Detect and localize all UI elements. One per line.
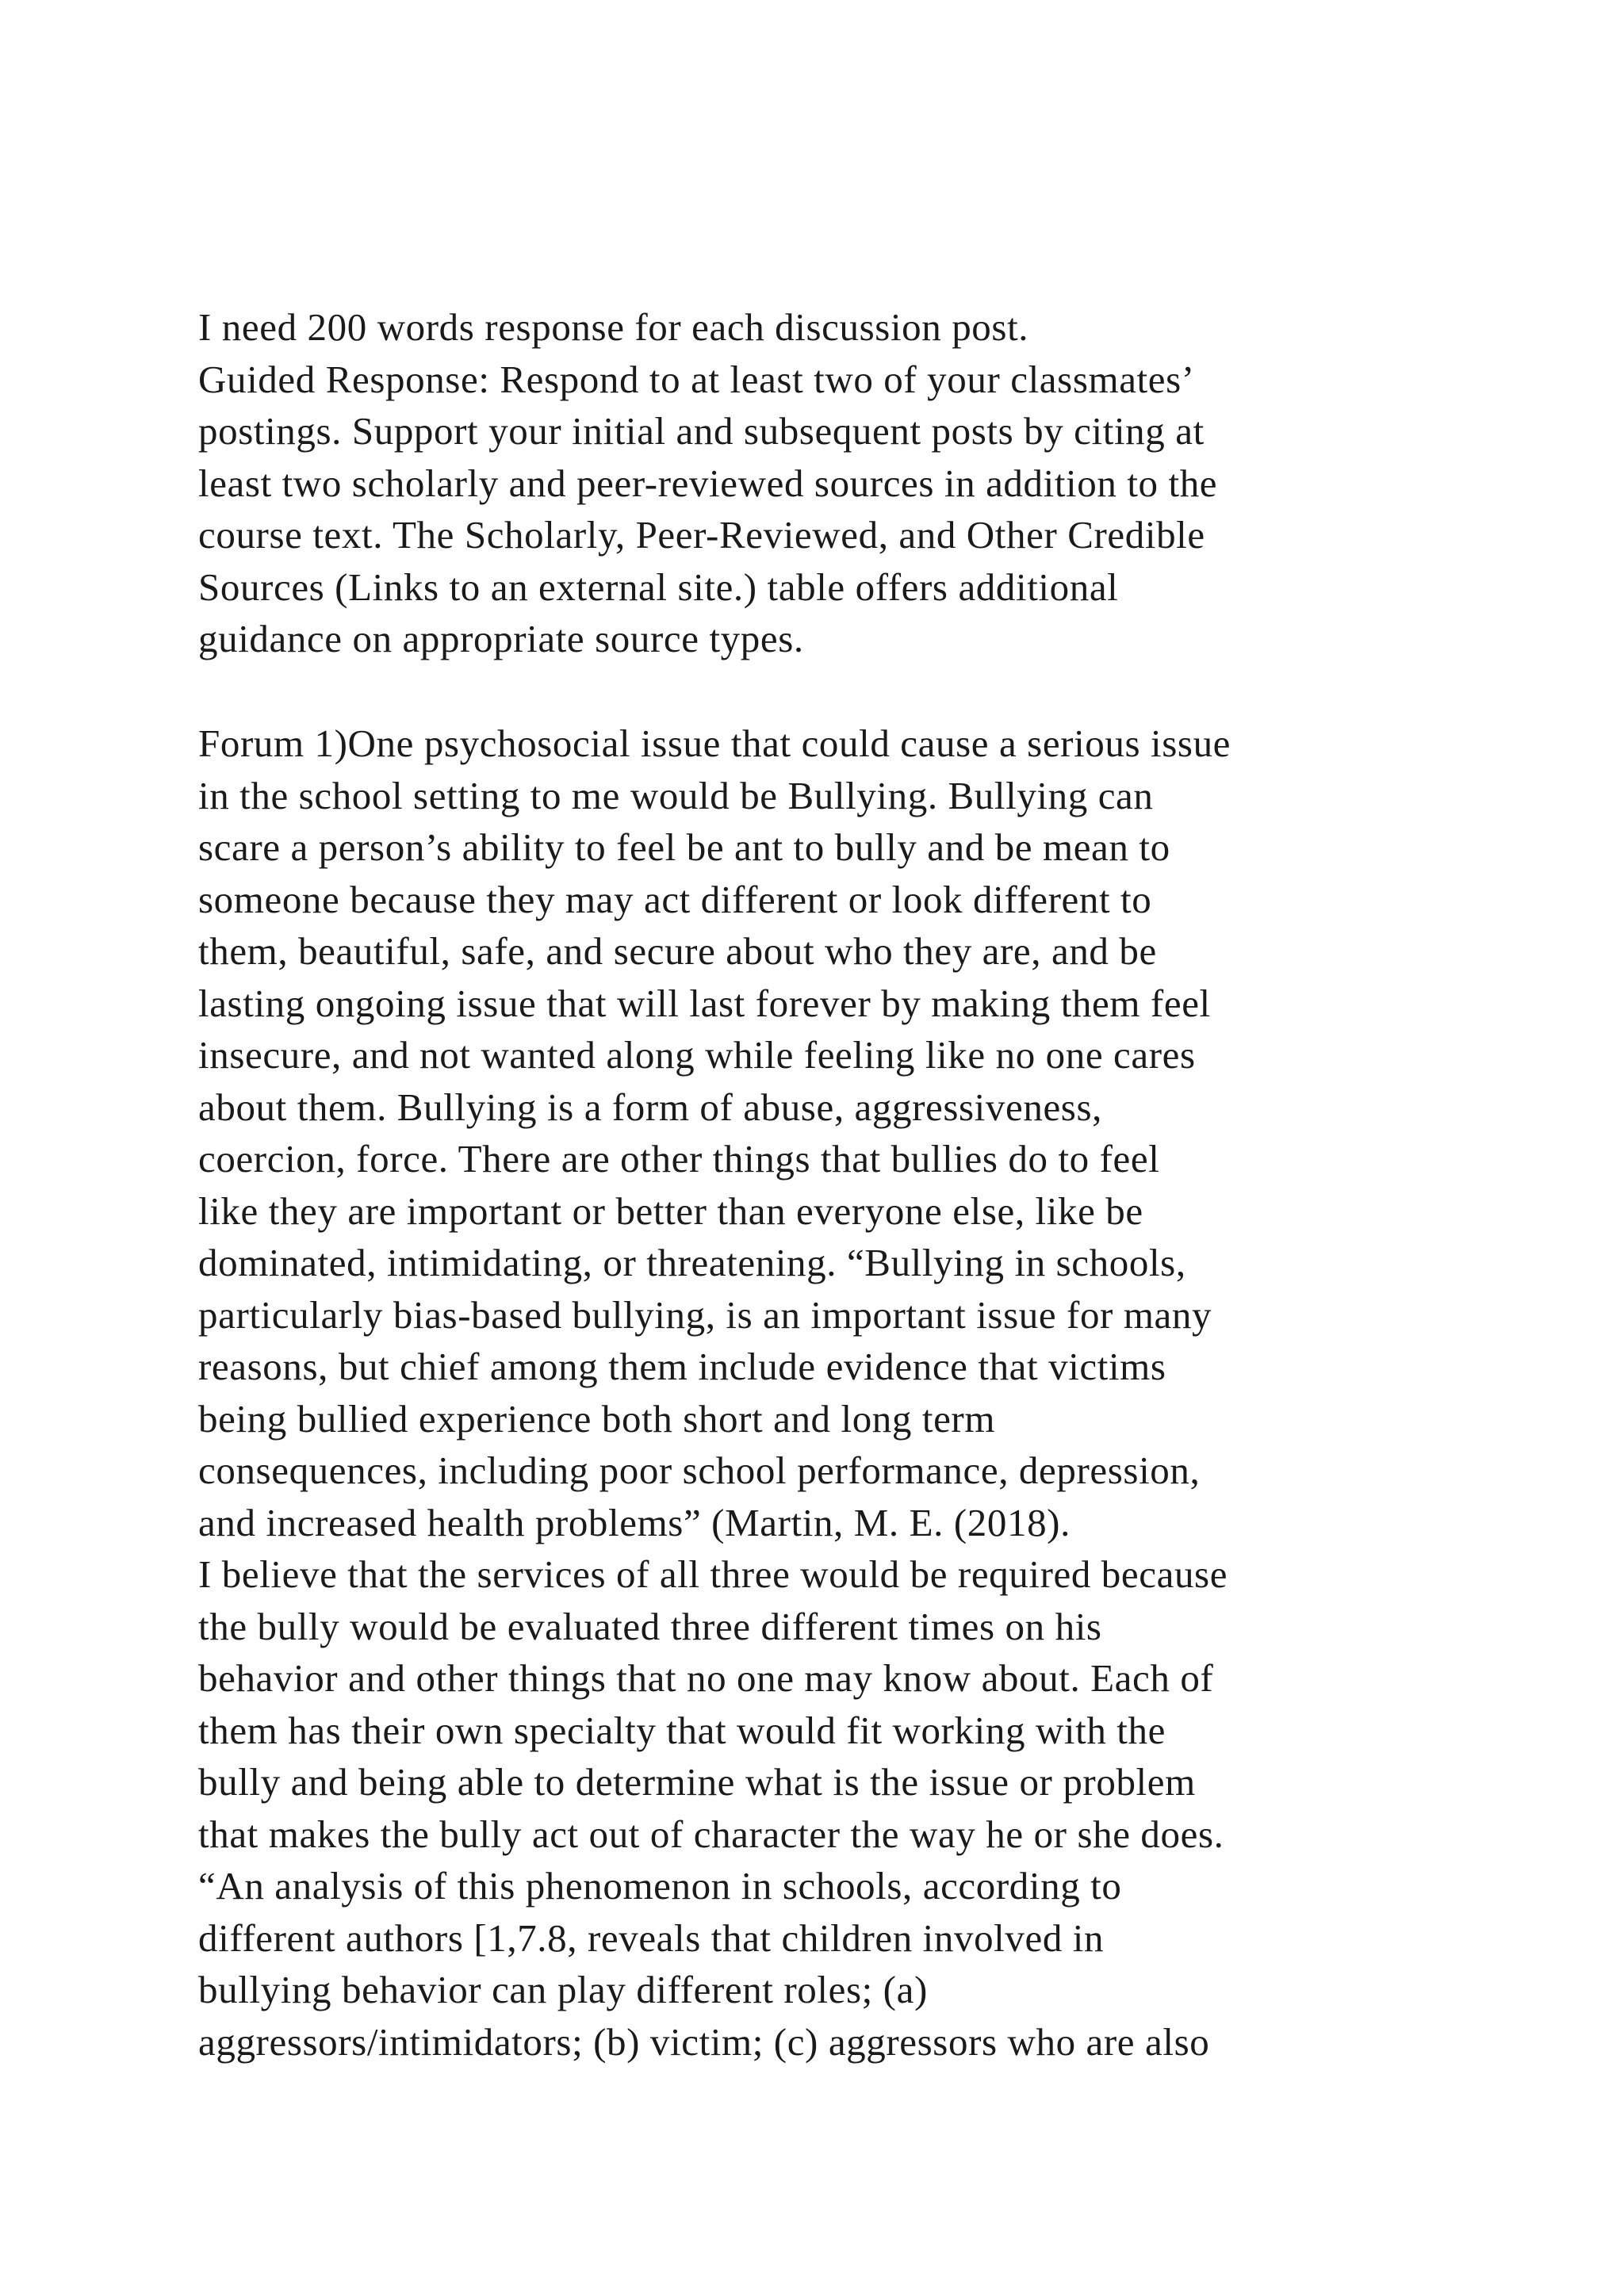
text-line: dominated, intimidating, or threatening. “Bullying in schools, <box>198 1241 1186 1284</box>
text-line: Forum 1)One psychosocial issue that could cause a serious issue <box>198 721 1231 765</box>
text-line: consequences, including poor school performance, depression, <box>198 1448 1201 1492</box>
assignment-instructions <box>198 301 1515 665</box>
text-line: in the school setting to me would be Bullying. Bullying can <box>198 773 1154 817</box>
text-line: postings. Support your initial and subsequent posts by citing at <box>198 409 1205 453</box>
text-line: and increased health problems” (Martin, M. E. (2018). <box>198 1500 1071 1544</box>
text-line: I need 200 words response for each discussion post. <box>198 305 1029 349</box>
text-line: being bullied experience both short and long term <box>198 1396 996 1441</box>
text-line: I believe that the services of all three would be required because <box>198 1552 1228 1596</box>
text-line: the bully would be evaluated three different times on his <box>198 1604 1102 1648</box>
text-line: them, beautiful, safe, and secure about who they are, and be <box>198 929 1157 973</box>
text-line: behavior and other things that no one may know about. Each of <box>198 1656 1214 1700</box>
text-line: bully and being able to determine what is the issue or problem <box>198 1760 1196 1804</box>
text-line: coercion, force. There are other things that bullies do to feel <box>198 1137 1160 1181</box>
text-line: particularly bias-based bullying, is an important issue for many <box>198 1292 1212 1337</box>
text-line: course text. The Scholarly, Peer-Reviewed, and Other Credible <box>198 513 1205 557</box>
text-line: reasons, but chief among them include evidence that victims <box>198 1345 1166 1388</box>
text-line: aggressors/intimidators; (b) victim; (c) aggressors who are also <box>198 2019 1210 2064</box>
text-line: them has their own specialty that would fit working with the <box>198 1708 1166 1752</box>
text-line: guidance on appropriate source types. <box>198 617 804 660</box>
text-line: different authors [1,7.8, reveals that children involved in <box>198 1915 1105 1960</box>
text-line: about them. Bullying is a form of abuse, aggressiveness, <box>198 1085 1102 1129</box>
text-line: bullying behavior can play different roles; (a) <box>198 1968 928 2011</box>
text-line: scare a person’s ability to feel be ant to bully and be mean to <box>198 825 1170 869</box>
forum-post <box>198 718 1515 2068</box>
text-line: insecure, and not wanted along while feeling like no one cares <box>198 1033 1196 1077</box>
text-line: “An analysis of this phenomenon in schools, according to <box>198 1864 1122 1908</box>
text-line: least two scholarly and peer-reviewed sources in addition to the <box>198 461 1218 505</box>
text-line: Guided Response: Respond to at least two of your classmates’ <box>198 357 1195 401</box>
text-line: Sources (Links to an external site.) table offers additional <box>198 564 1119 609</box>
text-line: someone because they may act different or look different to <box>198 877 1152 921</box>
text-line: like they are important or better than everyone else, like be <box>198 1188 1143 1233</box>
text-line: lasting ongoing issue that will last forever by making them feel <box>198 981 1211 1025</box>
text-line: that makes the bully act out of character the way he or she does. <box>198 1812 1224 1856</box>
